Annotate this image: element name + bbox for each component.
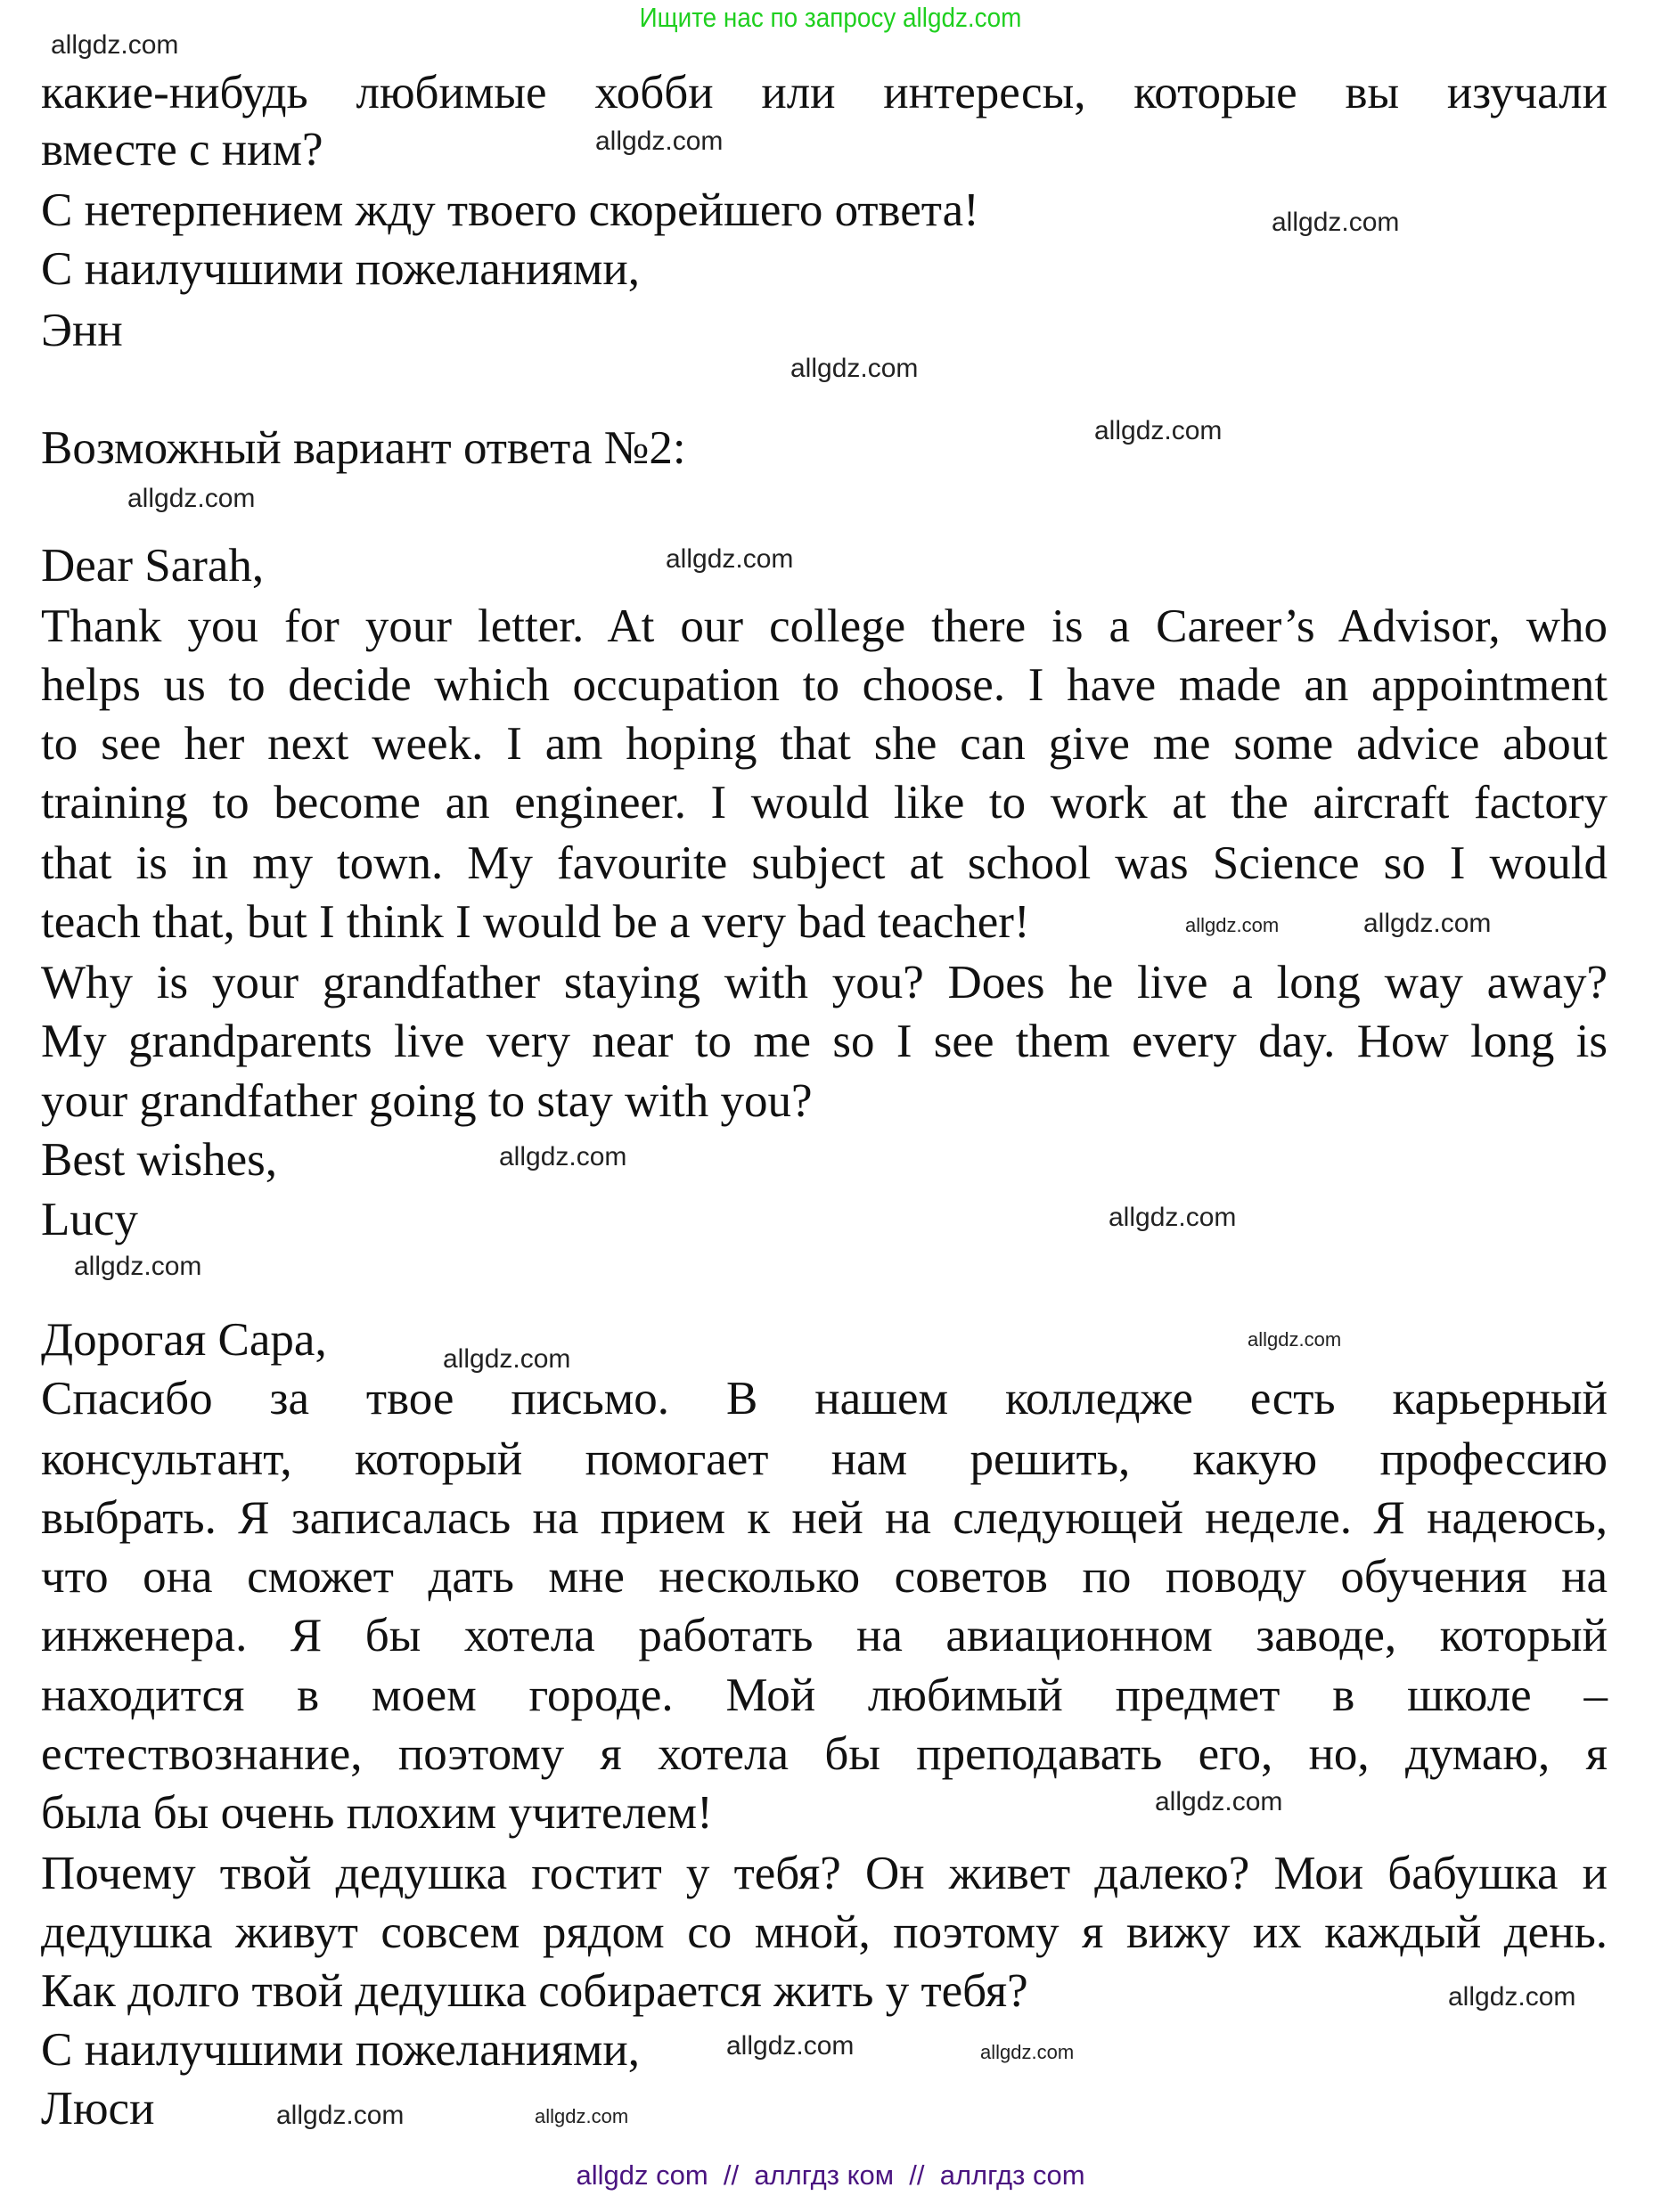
text-line: teach that, but I think I would be a very bad teacher!	[41, 896, 1030, 948]
watermark: allgdz.com	[1094, 416, 1223, 445]
text-line: вместе с ним?	[41, 124, 323, 175]
watermark: allgdz.com	[127, 484, 256, 513]
watermark: allgdz.com	[1448, 1982, 1576, 2012]
text-line: My grandparents live very near to me so I see them every day. How long is	[41, 1016, 1608, 1067]
text-line: helps us to decide which occupation to choose. I have made an appointment	[41, 659, 1608, 711]
text-line: Best wishes,	[41, 1134, 277, 1186]
text-line: Энн	[41, 305, 123, 356]
text-line: Как долго твой дедушка собирается жить у тебя?	[41, 1965, 1028, 2017]
watermark: allgdz.com	[1185, 914, 1280, 936]
watermark: allgdz.com	[1248, 1328, 1342, 1351]
watermark: allgdz.com	[666, 544, 794, 574]
text-line: Lucy	[41, 1194, 138, 1245]
text-line: С нетерпением жду твоего скорейшего ответа!	[41, 184, 979, 236]
watermark: allgdz.com	[980, 2041, 1075, 2063]
text-line: Дорогая Сара,	[41, 1314, 327, 1366]
search-banner: Ищите нас по запросу allgdz.com	[639, 2, 1022, 33]
text-line: была бы очень плохим учителем!	[41, 1787, 713, 1839]
text-line: training to become an engineer. I would like to work at the aircraft factory	[41, 777, 1608, 828]
watermark: allgdz.com	[790, 354, 919, 383]
watermark: allgdz.com	[1272, 208, 1400, 237]
watermark: allgdz.com	[74, 1252, 202, 1281]
watermark: allgdz.com	[1155, 1787, 1283, 1816]
text-line: консультант, который помогает нам решить, какую профессию	[41, 1433, 1608, 1485]
text-line: инженера. Я бы хотела работать на авиационном заводе, который	[41, 1610, 1608, 1661]
text-line: Возможный вариант ответа №2:	[41, 422, 686, 474]
text-line: to see her next week. I am hoping that she can give me some advice about	[41, 718, 1608, 770]
text-line: that is in my town. My favourite subject at school was Science so I would	[41, 837, 1608, 889]
text-line: Thank you for your letter. At our college there is a Career’s Advisor, who	[41, 600, 1608, 652]
text-line: Dear Sarah,	[41, 540, 265, 592]
watermark: allgdz.com	[535, 2105, 629, 2127]
watermark: allgdz.com	[726, 2031, 855, 2061]
watermark: allgdz.com	[1109, 1203, 1237, 1232]
text-line: your grandfather going to stay with you?	[41, 1075, 813, 1127]
watermark: allgdz.com	[1363, 909, 1492, 938]
text-line: что она сможет дать мне несколько советов по поводу обучения на	[41, 1551, 1608, 1603]
watermark: allgdz.com	[595, 127, 724, 156]
text-line: находится в моем городе. Мой любимый предмет в школе –	[41, 1669, 1608, 1721]
text-line: Спасибо за твое письмо. В нашем колледже есть карьерный	[41, 1373, 1608, 1424]
text-line: Люси	[41, 2083, 155, 2134]
text-line: С наилучшими пожеланиями,	[41, 243, 640, 295]
text-line: выбрать. Я записалась на прием к ней на следующей неделе. Я надеюсь,	[41, 1492, 1608, 1544]
text-line: Why is your grandfather staying with you? Does he live a long way away?	[41, 957, 1608, 1008]
text-line: С наилучшими пожеланиями,	[41, 2024, 640, 2076]
footer-banner: allgdz com // аллгдз ком // аллгдз com	[576, 2159, 1085, 2191]
text-line: естествознание, поэтому я хотела бы преподавать его, но, думаю, я	[41, 1728, 1608, 1780]
watermark: allgdz.com	[276, 2101, 405, 2130]
text-line: дедушка живут совсем рядом со мной, поэтому я вижу их каждый день.	[41, 1906, 1608, 1958]
watermark: allgdz.com	[51, 30, 179, 60]
watermark: allgdz.com	[443, 1344, 571, 1374]
text-line: Почему твой дедушка гостит у тебя? Он живет далеко? Мои бабушка и	[41, 1848, 1608, 1899]
watermark: allgdz.com	[499, 1142, 627, 1171]
text-line: какие-нибудь любимые хобби или интересы, которые вы изучали	[41, 67, 1608, 118]
